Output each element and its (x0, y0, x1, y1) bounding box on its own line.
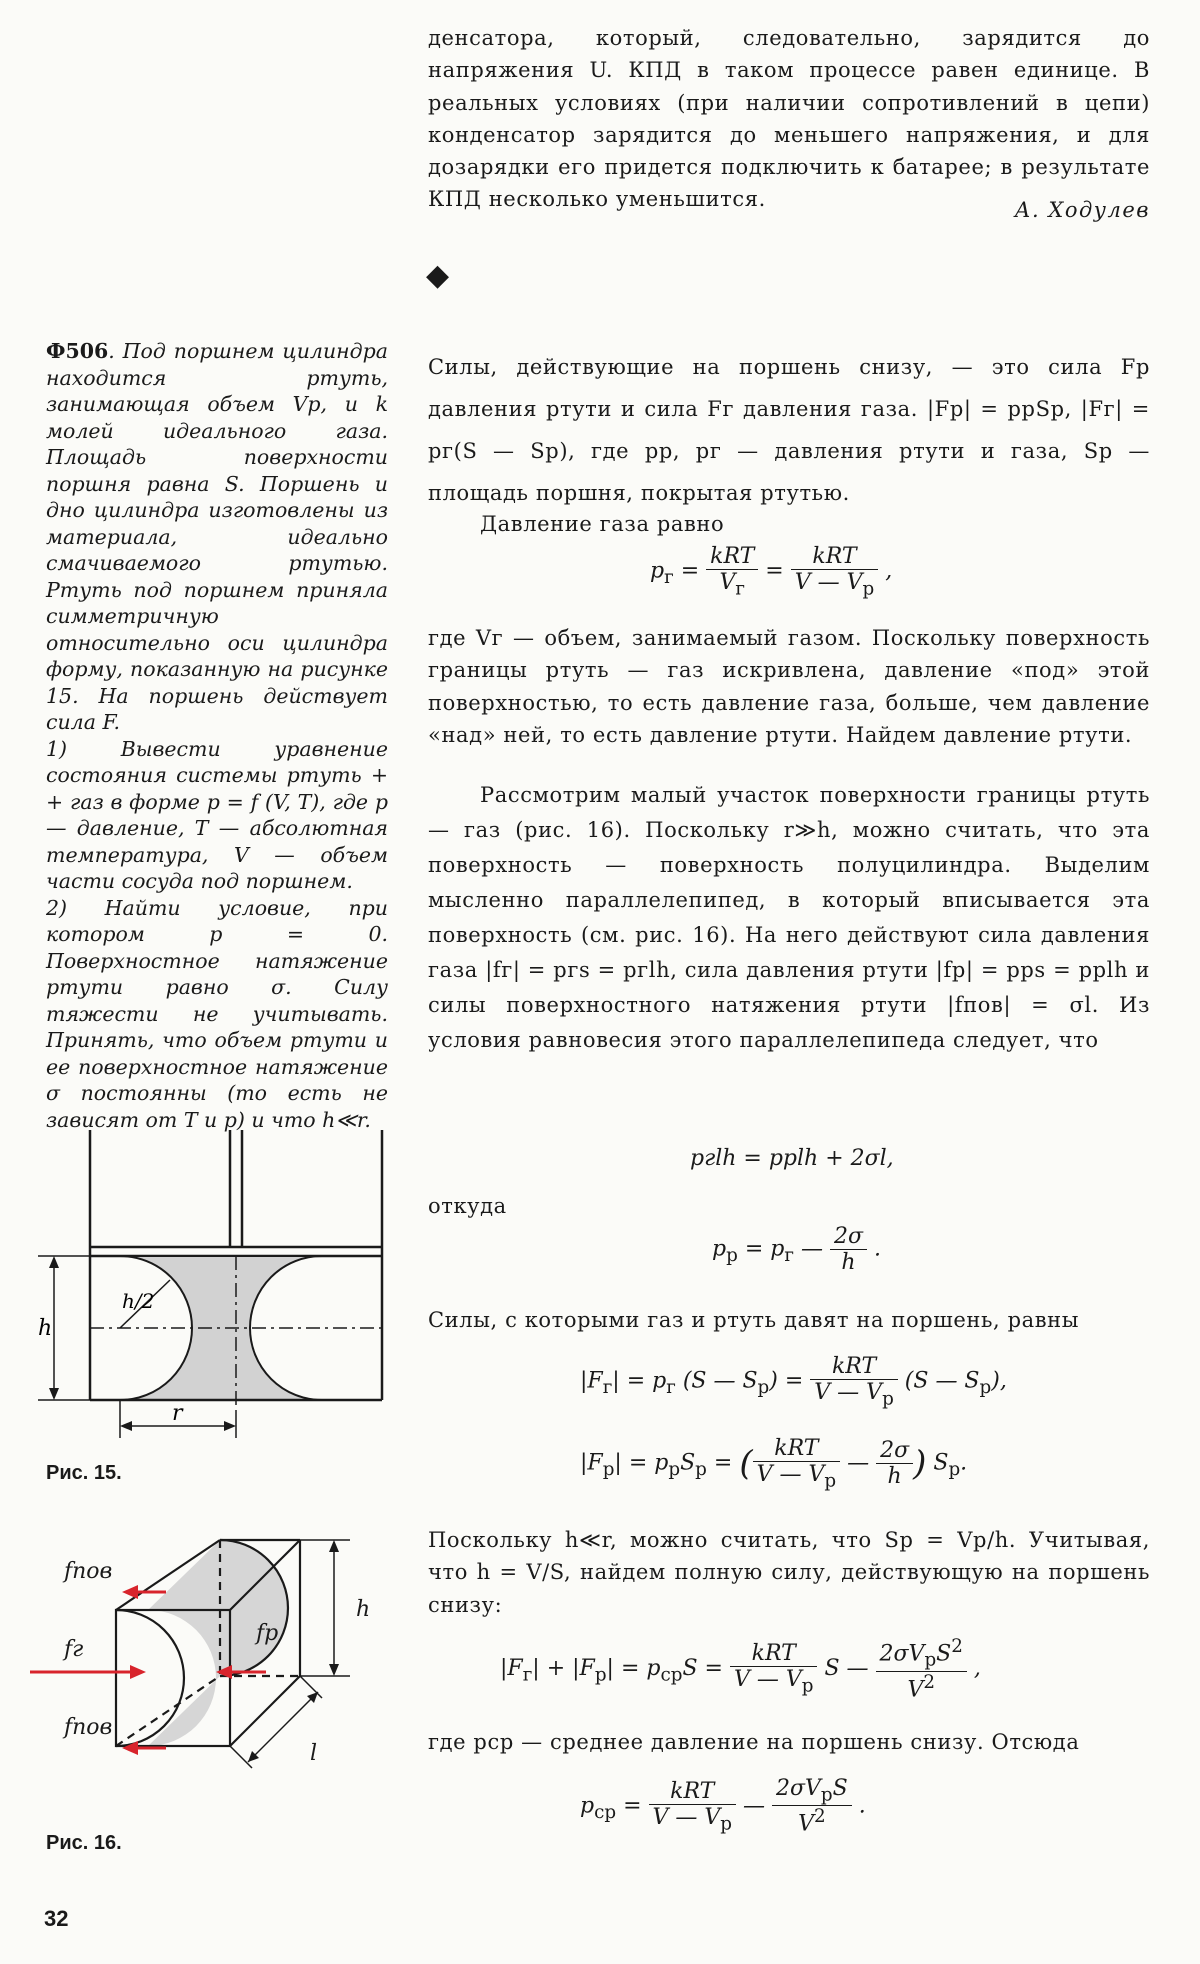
figure-15-diagram (30, 1130, 400, 1460)
figure-16-diagram (30, 1530, 410, 1830)
solution-paragraph-2: Давление газа равно (480, 512, 725, 536)
solution-paragraph-8: где pср — среднее давление на поршень снизу. Отсюда (428, 1730, 1080, 1754)
formula-gas-pressure: $p_г$ = $\frac{\text{kRT}}{V_г}$ = $\frac{\text{kRT}}{V — V_р}$ , (650, 544, 893, 600)
fig16-label-h: h (356, 1597, 371, 1622)
solution-paragraph-5: откуда (428, 1194, 507, 1218)
fig16-label-f-g: fг (64, 1637, 84, 1662)
section-separator-diamond: ◆ (426, 258, 450, 293)
fig16-label-f-pov-top: fпов (64, 1559, 113, 1584)
solution-paragraph-3: где Vг — объем, занимаемый газом. Поскольку поверхность границы ртуть — газ искривлена, давление «под» этой поверхностью, то есть давление газа, больше, чем давление «над» ней, то есть давление ртути. Найдем давление ртути. (428, 626, 1150, 747)
page-number: 32 (44, 1906, 69, 1931)
problem-text-1: Под поршнем цилиндра находится ртуть, занимающая объем Vр, и k молей идеального газа. Площадь поверхности поршня равна S. Поршень и дно цилиндра изготовлены из материала, идеально смачиваемого ртутью. Ртуть под поршнем приняла симметричную относительно оси цилиндра форму, показанную на рисунке 15. На поршень действует сила F. (46, 339, 388, 734)
solution-paragraph-4: Рассмотрим малый участок поверхности границы ртуть — газ (рис. 16). Поскольку r≫h, можно считать, что эта поверхность — поверхность полуцилиндра. Выделим мысленно параллелепипед, в который вписывается эта поверхность (см. рис. 16). На него действуют сила давления газа |fг| = pгs = pгlh, сила давления ртути |fр| = pрs = pрlh и силы поверхностного натяжения ртути |fпов| = σl. Из условия равновесия этого параллелепипеда следует, что (428, 783, 1150, 1052)
problem-statement: Ф506. Под поршнем цилиндра находится ртуть, занимающая объем Vр, и k молей идеального газа. Площадь поверхности поршня равна S. Поршень и дно цилиндра изготовлены из материала, идеально смачиваемого ртутью. Ртуть под поршнем приняла симметричную относительно оси цилиндра форму, показанную на рисунке 15. На поршень действует сила F. 1) Вывести уравнение состояния системы ртуть + + газ в форме p = f (V, T), где p — давление, T — абсолютная температура, V — объем части сосуда под поршнем. 2) Найти условие, при котором p = 0. Поверхностное натяжение ртути равно σ. Силу тяжести не учитывать. Принять, что объем ртути и ее поверхностное натяжение σ постоянны (то есть не зависят от T и p) и что h≪r. (46, 339, 388, 1132)
figure-15-caption: Рис. 15. (46, 1462, 122, 1484)
formula-mercury-pressure: $p_р = p_г$ — $\frac{2\sigma}{h}$ . (712, 1224, 881, 1275)
fig15-label-half-h: h/2 (122, 1289, 155, 1313)
figure-16-caption: Рис. 16. (46, 1832, 122, 1854)
formula-gas-force: $|F_г| = p_г$ (S — $S_р$) = $\frac{\text{kRT}}{V — V_р}$ (S — $S_р$), (580, 1354, 1007, 1410)
problem-text-2: 1) Вывести уравнение состояния системы ртуть + + газ в форме p = f (V, T), где p — давление, T — абсолютная температура, V — объем части сосуда под поршнем. (46, 736, 388, 893)
formula-mercury-force: $|F_р| = p_рS_р$ = ( $\frac{\text{kRT}}{V — V_р}$ — $\frac{2\sigma}{h}$ ) $S_р$. (580, 1436, 968, 1492)
solution-paragraph-6: Силы, с которыми газ и ртуть давят на поршень, равны (428, 1308, 1080, 1332)
problem-text-3: 2) Найти условие, при котором p = 0. Поверхностное натяжение ртути равно σ. Силу тяжести не учитывать. Принять, что объем ртути и ее поверхностное натяжение σ постоянны (то есть не зависят от T и p) и что h≪r. (46, 895, 388, 1132)
fig16-label-f-pov-bottom: fпов (64, 1715, 113, 1740)
solution-paragraph-1: Силы, действующие на поршень снизу, — это сила Fр давления ртути и сила Fг давления газа. |Fр| = pрSр, |Fг| = pг(S — Sр), где pр, pг — давления ртути и газа, Sр — площадь поршня, покрытая ртутью. (428, 355, 1150, 505)
fig16-label-f-p: fр (256, 1621, 279, 1646)
solution-paragraph-7: Поскольку h≪r, можно считать, что Sр = Vр/h. Учитывая, что h = V/S, найдем полную силу, действующую на поршень снизу: (428, 1528, 1150, 1617)
author-signature: А. Ходулев (1014, 198, 1150, 222)
continuation-paragraph: денсатора, который, следовательно, зарядится до напряжения U. КПД в таком процессе равен единице. В реальных условиях (при наличии сопротивлений в цепи) конденсатор зарядится до меньшего напряжения, и для дозарядки его придется подключить к батарее; в результате КПД несколько уменьшится. (428, 26, 1150, 212)
problem-number: Ф506 (46, 339, 109, 363)
formula-total-force: $|F_г| + |F_р| = p_{ср}S$ = $\frac{\text{kRT}}{V — V_р}$ S — $\frac{2\sigma V_рS^2}{V^2}$ , (500, 1636, 981, 1703)
fig15-label-r: r (172, 1401, 183, 1426)
formula-equilibrium: pгlh = pрlh + 2σl, (690, 1146, 894, 1171)
fig15-label-h: h (38, 1316, 53, 1341)
fig16-label-l: l (310, 1741, 318, 1766)
formula-average-pressure: $p_{ср}$ = $\frac{\text{kRT}}{V — V_р}$ — $\frac{2\sigma V_рS}{V^2}$ . (580, 1776, 866, 1837)
